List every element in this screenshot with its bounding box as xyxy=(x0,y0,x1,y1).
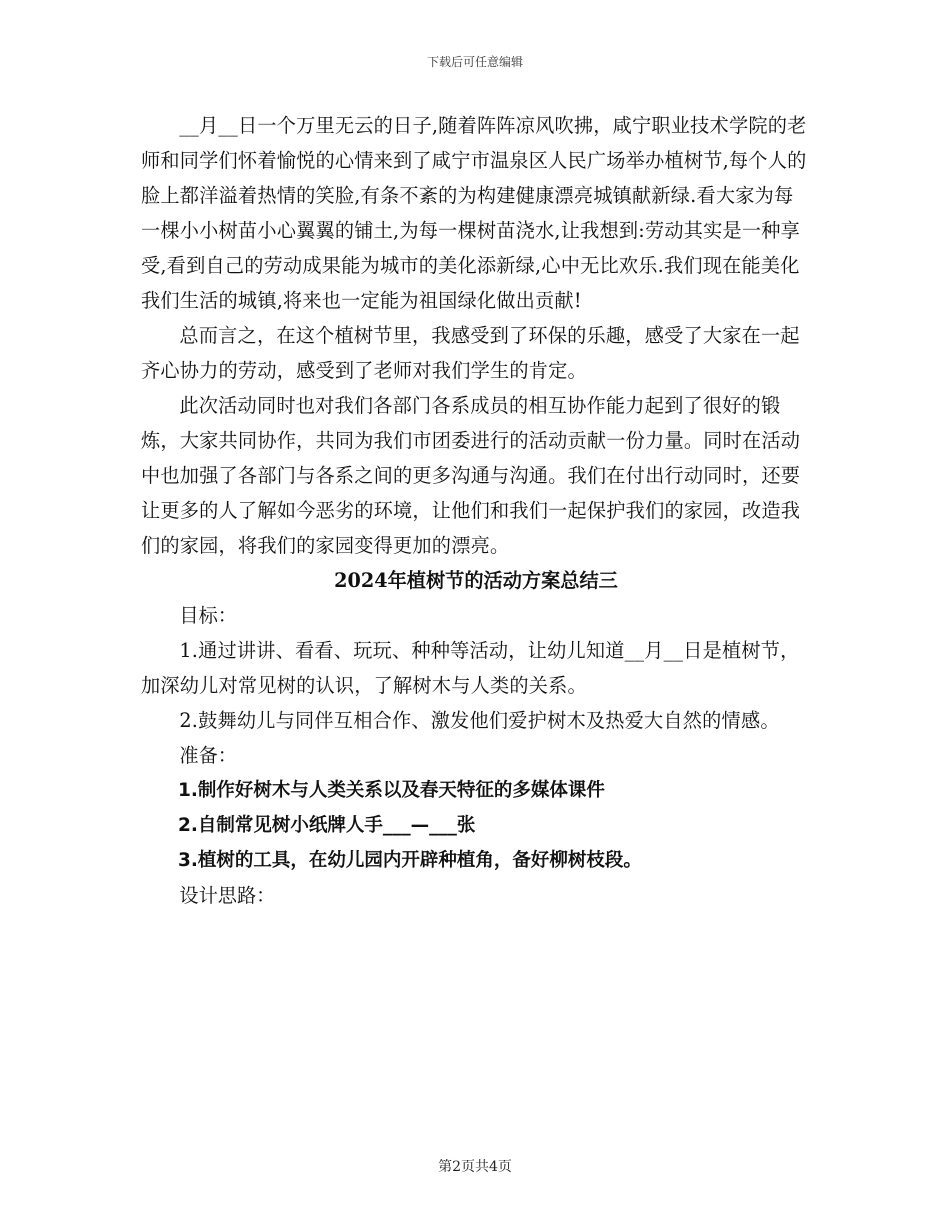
page-number-footer: 第2页共4页 xyxy=(438,1159,512,1175)
design-idea-label: 设计思路： xyxy=(179,884,276,907)
page-header-note: 下载后可任意编辑 xyxy=(426,55,523,69)
preparation-item-3: 3.植树的工具，在幼儿园内开辟种植角，备好柳树枝段。 xyxy=(178,850,642,871)
document-body xyxy=(141,108,811,913)
goal-label: 目标： xyxy=(179,604,237,627)
paragraph-cooperation: 此次活动同时也对我们各部门各系成员的相互协作能力起到了很好的锻炼，大家共同协作，共同为我们市团委进行的活动贡献一份力量。同时在活动中也加强了各部门与各系之间的更多沟通与沟通。我们在付出行动同时，还要让更多的人了解如今恶劣的环境，让他们和我们一起保护我们的家园，改造我们的家园，将我们的家园变得更加的漂亮。 xyxy=(141,394,801,557)
paragraph-summary: 总而言之，在这个植树节里，我感受到了环保的乐趣，感受了大家在一起齐心协力的劳动，感受到了老师对我们学生的肯定。 xyxy=(141,324,800,382)
goal-item-2: 2.鼓舞幼儿与同伴互相合作、激发他们爱护树木及热爱大自然的情感。 xyxy=(179,709,780,732)
preparation-item-1: 1.制作好树木与人类关系以及春天特征的多媒体课件 xyxy=(178,780,605,801)
paragraph-tree-planting-day: __月__日一个万里无云的日子,随着阵阵凉风吹拂，咸宁职业技术学院的老师和同学们怀着愉悦的心情来到了咸宁市温泉区人民广场举办植树节,每个人的脸上都洋溢着热情的笑脸,有条不紊的为构建健康漂亮城镇献新绿.看大家为每一棵小小树苗小心翼翼的铺土,为每一棵树苗浇水,让我想到:劳动其实是一种享受,看到自己的劳动成果能为城市的美化添新绿,心中无比欢乐.我们现在能美化我们生活的城镇,将来也一定能为祖国绿化做出贡献! xyxy=(141,114,807,312)
goal-item-1: 1.通过讲讲、看看、玩玩、种种等活动，让幼儿知道__月__日是植树节，加深幼儿对常见树的认识，了解树木与人类的关系。 xyxy=(141,639,800,697)
preparation-item-2: 2.自制常见树小纸牌人手___—___张 xyxy=(178,815,476,836)
preparation-label: 准备： xyxy=(179,744,237,767)
section-title: 2024年植树节的活动方案总结三 xyxy=(334,569,618,592)
